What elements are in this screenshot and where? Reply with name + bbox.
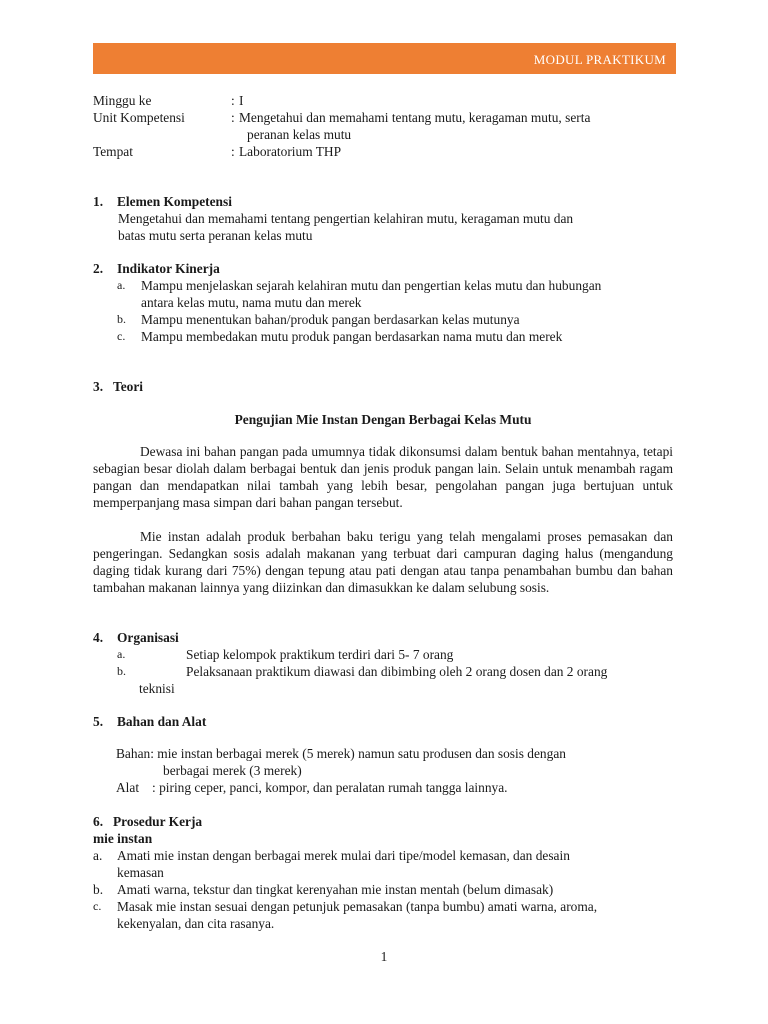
- section-text-line: Mengetahui dan memahami tentang pengertian kelahiran mutu, keragaman mutu dan: [118, 211, 574, 226]
- section-number: 1.: [93, 194, 104, 209]
- list-marker: a.: [117, 278, 126, 292]
- list-item: [93, 881, 683, 898]
- section-number: 4.: [93, 630, 104, 645]
- section-number: 2.: [93, 261, 104, 276]
- section-heading: [93, 193, 683, 210]
- meta-colon: :: [231, 144, 235, 159]
- list-marker: a.: [93, 848, 103, 863]
- list-text: [117, 847, 683, 881]
- list-item: [93, 898, 683, 932]
- list-item: [93, 646, 683, 663]
- alat-line: [93, 779, 683, 796]
- bahan-line: [93, 745, 683, 762]
- list-text: Mampu membedakan mutu produk pangan berdasarkan nama mutu dan merek: [141, 329, 563, 344]
- list-marker: b.: [117, 664, 126, 678]
- section-prosedur-kerja: [93, 813, 683, 932]
- list-item: [93, 311, 683, 328]
- teori-subtitle: Pengujian Mie Instan Dengan Berbagai Kelas Mutu: [234, 412, 532, 427]
- list-text-line: kekenyalan, dan cita rasanya.: [117, 916, 275, 931]
- list-text-line: kemasan: [117, 865, 164, 880]
- section-heading: [93, 260, 683, 277]
- section-title: Bahan dan Alat: [117, 714, 207, 729]
- meta-label: Unit Kompetensi: [93, 110, 185, 125]
- meta-value-line: peranan kelas mutu: [247, 127, 352, 142]
- header-band: [93, 43, 676, 74]
- section-number: 3.: [93, 379, 104, 394]
- alat-text: : piring ceper, panci, kompor, dan peralatan rumah tangga lainnya.: [152, 780, 508, 795]
- list-text: [117, 898, 683, 932]
- list-text-line: Amati mie instan dengan berbagai merek mulai dari tipe/model kemasan, dan desain: [117, 848, 570, 863]
- meta-value: Laboratorium THP: [239, 144, 342, 159]
- alat-label: Alat: [116, 780, 140, 795]
- list-text: Setiap kelompok praktikum terdiri dari 5- 7 orang: [186, 647, 454, 662]
- list-text-line: Mampu menjelaskan sejarah kelahiran mutu dan pengertian kelas mutu dan hubungan: [141, 278, 602, 293]
- meta-label: Minggu ke: [93, 93, 152, 108]
- list-text: [141, 277, 683, 311]
- list-marker: b.: [117, 312, 126, 326]
- list-text: Amati warna, tekstur dan tingkat kerenyahan mie instan mentah (belum dimasak): [117, 882, 554, 897]
- procedure-subtitle: mie instan: [93, 831, 153, 846]
- bahan-text: mie instan berbagai merek (5 merek) namun satu produsen dan sosis dengan: [157, 746, 566, 761]
- list-text: Pelaksanaan praktikum diawasi dan dibimbing oleh 2 orang dosen dan 2 orang: [186, 664, 608, 679]
- meta-value: I: [239, 93, 244, 108]
- list-marker: c.: [117, 329, 126, 343]
- bahan-line-2: berbagai merek (3 merek): [163, 763, 302, 778]
- bahan-label: Bahan:: [116, 746, 154, 761]
- page-number: 1: [380, 949, 388, 964]
- list-marker: a.: [117, 647, 126, 661]
- meta-row-minggu: [93, 92, 683, 109]
- section-title: Elemen Kompetensi: [117, 194, 232, 209]
- header-title: MODUL PRAKTIKUM: [533, 52, 666, 67]
- section-bahan-alat: [93, 713, 683, 796]
- section-heading: [93, 378, 683, 395]
- meta-row-tempat: [93, 143, 683, 160]
- meta-row-unit-kompetensi: [93, 109, 683, 143]
- teori-paragraph-1: Dewasa ini bahan pangan pada umumnya tidak dikonsumsi dalam bentuk bahan mentahnya, tetapi sebagian besar diolah dalam berbagai bentuk dan jenis produk pangan lain. Selain untuk menambah ragam pangan dan mendapatkan nilai tambah yang lebih besar, pengolahan pangan juga bertujuan untuk memperpanjang masa simpan dari bahan pangan tersebut.: [93, 444, 673, 510]
- section-title: Organisasi: [117, 630, 179, 645]
- list-item: [93, 328, 683, 345]
- list-item: [93, 847, 683, 881]
- teori-paragraph-2: Mie instan adalah produk berbahan baku terigu yang telah mengalami proses pemasakan dan pengeringan. Sedangkan sosis adalah makanan yang terbuat dari campuran daging halus (mengandung daging tidak kurang dari 75%) dengan tepung atau pati dengan atau tanpa penambahan bumbu dan bahan tambahan makanan lainnya yang diizinkan dan dimasukkan ke dalam selubung sosis.: [93, 529, 673, 595]
- section-heading: [93, 813, 683, 830]
- meta-table: [93, 92, 683, 160]
- section-number: 6.: [93, 814, 104, 829]
- section-number: 5.: [93, 714, 104, 729]
- section-title: Indikator Kinerja: [117, 261, 220, 276]
- section-heading: [93, 629, 683, 646]
- meta-label: Tempat: [93, 144, 133, 159]
- section-teori-heading: [93, 378, 683, 395]
- section-indikator-kinerja: [93, 260, 683, 345]
- list-text: Mampu menentukan bahan/produk pangan berdasarkan kelas mutunya: [141, 312, 520, 327]
- section-title: Teori: [113, 379, 144, 394]
- section-organisasi: [93, 629, 683, 697]
- section-elemen-kompetensi: [93, 193, 683, 244]
- meta-value-line: Mengetahui dan memahami tentang mutu, keragaman mutu, serta: [239, 110, 591, 125]
- list-item: [93, 277, 683, 311]
- list-text-line: Masak mie instan sesuai dengan petunjuk pemasakan (tanpa bumbu) amati warna, aroma,: [117, 899, 598, 914]
- list-text-line: teknisi: [139, 681, 175, 696]
- list-marker: b.: [93, 882, 104, 897]
- section-heading: [93, 713, 683, 730]
- list-text-line: antara kelas mutu, nama mutu dan merek: [141, 295, 362, 310]
- meta-colon: :: [231, 93, 235, 108]
- list-item: [93, 663, 683, 680]
- meta-colon: :: [231, 110, 235, 125]
- meta-value: [239, 109, 683, 143]
- list-marker: c.: [93, 899, 102, 913]
- section-title: Prosedur Kerja: [113, 814, 203, 829]
- section-text-line: batas mutu serta peranan kelas mutu: [118, 228, 313, 243]
